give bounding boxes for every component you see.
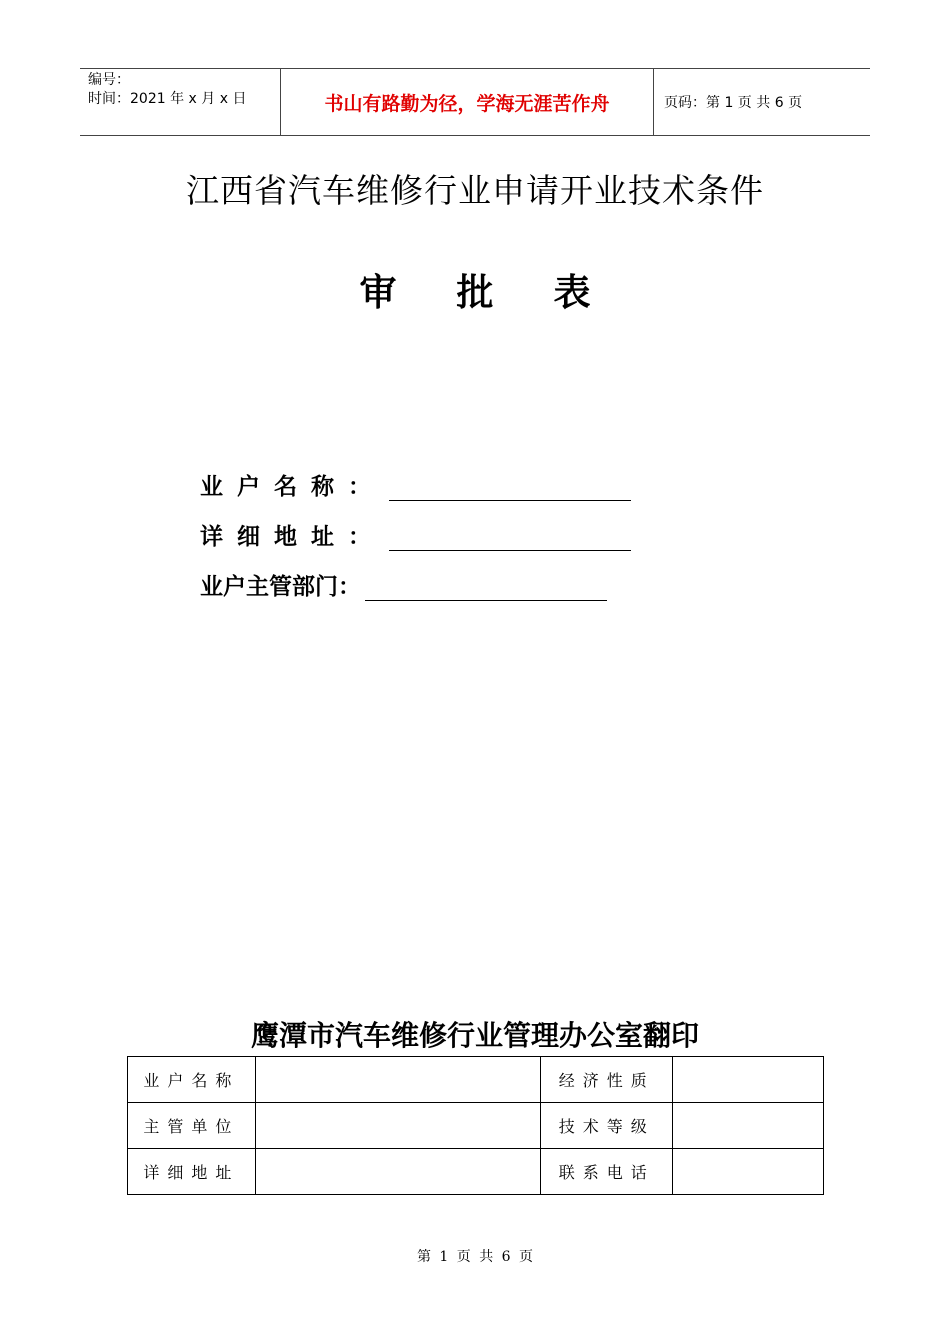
department-label: 业户主管部门： — [200, 574, 361, 600]
header-meta — [80, 69, 281, 135]
document-number-label: 编号： — [88, 72, 130, 88]
address-blank[interactable] — [389, 526, 631, 551]
business-name-blank[interactable] — [389, 476, 631, 501]
table-row — [128, 1149, 824, 1195]
business-name-field — [200, 468, 631, 501]
table-label: 主管单位 — [128, 1103, 256, 1149]
table-cell-input[interactable] — [255, 1103, 541, 1149]
table-cell-input[interactable] — [255, 1057, 541, 1103]
table-cell-input[interactable] — [673, 1149, 824, 1195]
header-page-info: 页码：第 1 页 共 6 页 — [664, 95, 803, 111]
page-footer: 第 1 页 共 6 页 — [416, 1249, 534, 1265]
address-field — [200, 518, 631, 551]
document-title: 江西省汽车维修行业申请开业技术条件 — [186, 171, 764, 210]
header-motto: 书山有路勤为径，学海无涯苦作舟 — [281, 69, 654, 135]
business-name-label: 业户名称： — [200, 474, 385, 500]
table-cell-input[interactable] — [255, 1149, 541, 1195]
table-label: 业户名称 — [128, 1057, 256, 1103]
table-row — [128, 1057, 824, 1103]
table-label: 详细地址 — [128, 1149, 256, 1195]
table-cell-input[interactable] — [673, 1057, 824, 1103]
document-header — [80, 68, 870, 136]
department-field — [200, 568, 607, 601]
table-label: 联系电话 — [541, 1149, 673, 1195]
table-label: 技术等级 — [541, 1103, 673, 1149]
address-label: 详细地址： — [200, 524, 385, 550]
table-row — [128, 1103, 824, 1149]
department-blank[interactable] — [365, 576, 607, 601]
document-subtitle: 审批表 — [359, 271, 651, 314]
document-time-label: 时间：2021 年 x 月 x 日 — [88, 91, 247, 107]
table-cell-input[interactable] — [673, 1103, 824, 1149]
office-name: 鹰潭市汽车维修行业管理办公室翻印 — [250, 1019, 699, 1052]
table-label: 经济性质 — [541, 1057, 673, 1103]
info-table — [127, 1056, 824, 1195]
